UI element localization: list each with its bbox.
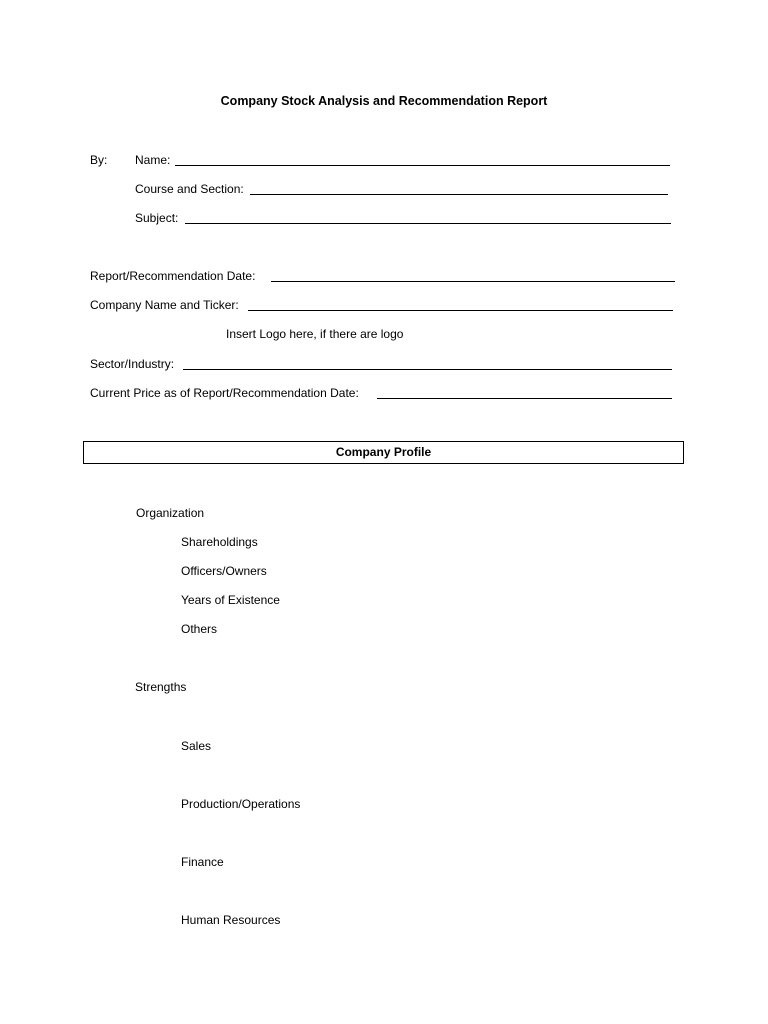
- subject-field[interactable]: [135, 211, 675, 225]
- company-ticker-label: Company Name and Ticker:: [90, 298, 239, 312]
- logo-placeholder-note: Insert Logo here, if there are logo: [226, 327, 404, 341]
- current-price-label: Current Price as of Report/Recommendation Date:: [90, 386, 359, 400]
- company-profile-heading: Company Profile: [83, 441, 684, 464]
- report-date-field[interactable]: [90, 269, 680, 283]
- organization-item: Years of Existence: [181, 593, 280, 607]
- strengths-label: Strengths: [135, 680, 187, 694]
- sector-blank-line: [183, 369, 672, 370]
- course-section-field[interactable]: [135, 182, 675, 196]
- organization-label: Organization: [136, 506, 205, 520]
- organization-item: Others: [181, 622, 218, 636]
- strengths-item: Production/Operations: [181, 797, 301, 811]
- current-price-field[interactable]: [90, 386, 680, 400]
- course-section-label: Course and Section:: [135, 182, 244, 196]
- current-price-blank-line: [377, 398, 672, 399]
- name-blank-line: [175, 165, 670, 166]
- sector-field[interactable]: [90, 357, 680, 371]
- document-title: Company Stock Analysis and Recommendation Report: [220, 94, 548, 108]
- sector-label: Sector/Industry:: [90, 357, 175, 371]
- subject-label: Subject:: [135, 211, 179, 225]
- organization-item: Shareholdings: [181, 535, 258, 549]
- strengths-item: Sales: [181, 739, 212, 753]
- report-date-blank-line: [271, 281, 675, 282]
- strengths-item: Finance: [181, 855, 224, 869]
- organization-item: Officers/Owners: [181, 564, 267, 578]
- strengths-item: Human Resources: [181, 913, 281, 927]
- course-section-blank-line: [250, 194, 668, 195]
- name-field[interactable]: [135, 153, 675, 167]
- name-label: Name:: [135, 153, 171, 167]
- company-ticker-blank-line: [248, 310, 673, 311]
- by-label: By:: [90, 153, 108, 167]
- report-date-label: Report/Recommendation Date:: [90, 269, 256, 283]
- company-ticker-field[interactable]: [90, 298, 680, 312]
- subject-blank-line: [185, 223, 671, 224]
